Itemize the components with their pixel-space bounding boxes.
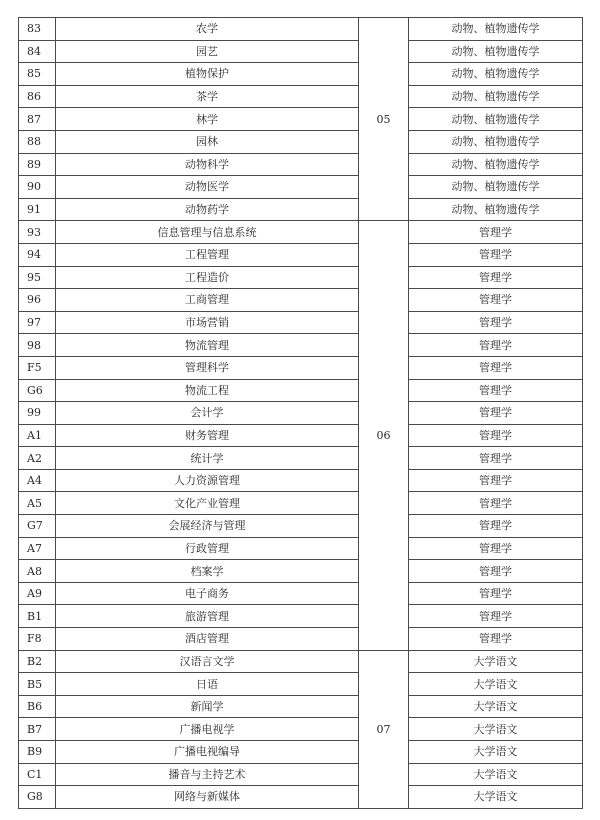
major-name-cell: 信息管理与信息系统 bbox=[56, 221, 359, 244]
table-row bbox=[19, 356, 583, 379]
exam-subject-cell: 动物、植物遗传学 bbox=[409, 63, 583, 86]
major-code-cell: 95 bbox=[19, 266, 56, 289]
table-row bbox=[19, 153, 583, 176]
major-code-cell: 98 bbox=[19, 334, 56, 357]
major-name-cell: 统计学 bbox=[56, 447, 359, 470]
major-name-cell: 物流工程 bbox=[56, 379, 359, 402]
table-row bbox=[19, 605, 583, 628]
major-code-cell: A8 bbox=[19, 560, 56, 583]
table-row bbox=[19, 763, 583, 786]
major-name-cell: 会展经济与管理 bbox=[56, 515, 359, 538]
exam-subject-cell: 大学语文 bbox=[409, 786, 583, 809]
major-name-cell: 工程管理 bbox=[56, 243, 359, 266]
major-code-cell: A2 bbox=[19, 447, 56, 470]
major-name-cell: 园林 bbox=[56, 130, 359, 153]
table-row bbox=[19, 334, 583, 357]
exam-subject-cell: 大学语文 bbox=[409, 718, 583, 741]
major-name-cell: 管理科学 bbox=[56, 356, 359, 379]
table-row bbox=[19, 85, 583, 108]
exam-subject-cell: 管理学 bbox=[409, 582, 583, 605]
major-code-cell: A9 bbox=[19, 582, 56, 605]
exam-subject-cell: 管理学 bbox=[409, 289, 583, 312]
major-code-cell: B1 bbox=[19, 605, 56, 628]
exam-subject-cell: 管理学 bbox=[409, 560, 583, 583]
table-row bbox=[19, 424, 583, 447]
major-name-cell: 物流管理 bbox=[56, 334, 359, 357]
major-code-cell: B2 bbox=[19, 650, 56, 673]
major-code-cell: 93 bbox=[19, 221, 56, 244]
major-code-cell: G7 bbox=[19, 515, 56, 538]
exam-subject-cell: 管理学 bbox=[409, 424, 583, 447]
table-row bbox=[19, 650, 583, 673]
major-name-cell: 播音与主持艺术 bbox=[56, 763, 359, 786]
major-code-cell: F8 bbox=[19, 628, 56, 651]
exam-subject-cell: 管理学 bbox=[409, 356, 583, 379]
table-row bbox=[19, 402, 583, 425]
table-row bbox=[19, 198, 583, 221]
major-code-cell: 90 bbox=[19, 176, 56, 199]
exam-subject-cell: 管理学 bbox=[409, 537, 583, 560]
exam-subject-cell: 动物、植物遗传学 bbox=[409, 198, 583, 221]
major-code-cell: 86 bbox=[19, 85, 56, 108]
major-name-cell: 网络与新媒体 bbox=[56, 786, 359, 809]
major-code-cell: B7 bbox=[19, 718, 56, 741]
major-name-cell: 文化产业管理 bbox=[56, 492, 359, 515]
major-code-cell: A7 bbox=[19, 537, 56, 560]
major-name-cell: 日语 bbox=[56, 673, 359, 696]
table-row bbox=[19, 176, 583, 199]
major-name-cell: 行政管理 bbox=[56, 537, 359, 560]
major-name-cell: 财务管理 bbox=[56, 424, 359, 447]
major-code-cell: B6 bbox=[19, 695, 56, 718]
table-row bbox=[19, 560, 583, 583]
exam-subject-cell: 动物、植物遗传学 bbox=[409, 108, 583, 131]
table-row bbox=[19, 221, 583, 244]
table-row bbox=[19, 18, 583, 41]
major-name-cell: 广播电视编导 bbox=[56, 741, 359, 764]
table-row bbox=[19, 695, 583, 718]
major-code-cell: 89 bbox=[19, 153, 56, 176]
major-code-cell: 94 bbox=[19, 243, 56, 266]
exam-subject-cell: 管理学 bbox=[409, 402, 583, 425]
major-name-cell: 会计学 bbox=[56, 402, 359, 425]
table-row bbox=[19, 673, 583, 696]
exam-subject-cell: 动物、植物遗传学 bbox=[409, 153, 583, 176]
major-code-cell: A5 bbox=[19, 492, 56, 515]
major-code-cell: 84 bbox=[19, 40, 56, 63]
major-name-cell: 动物药学 bbox=[56, 198, 359, 221]
exam-subject-cell: 管理学 bbox=[409, 469, 583, 492]
table-row bbox=[19, 718, 583, 741]
table-row bbox=[19, 537, 583, 560]
table-row bbox=[19, 130, 583, 153]
major-name-cell: 档案学 bbox=[56, 560, 359, 583]
major-code-cell: G6 bbox=[19, 379, 56, 402]
major-code-cell: G8 bbox=[19, 786, 56, 809]
major-name-cell: 酒店管理 bbox=[56, 628, 359, 651]
table-row bbox=[19, 63, 583, 86]
major-name-cell: 动物医学 bbox=[56, 176, 359, 199]
major-name-cell: 动物科学 bbox=[56, 153, 359, 176]
exam-subject-cell: 动物、植物遗传学 bbox=[409, 40, 583, 63]
table-row bbox=[19, 266, 583, 289]
exam-subject-cell: 动物、植物遗传学 bbox=[409, 85, 583, 108]
exam-subject-cell: 管理学 bbox=[409, 605, 583, 628]
table-row bbox=[19, 492, 583, 515]
exam-subject-cell: 动物、植物遗传学 bbox=[409, 18, 583, 41]
major-code-cell: 88 bbox=[19, 130, 56, 153]
major-name-cell: 人力资源管理 bbox=[56, 469, 359, 492]
major-code-cell: 99 bbox=[19, 402, 56, 425]
major-code-cell: 83 bbox=[19, 18, 56, 41]
major-name-cell: 旅游管理 bbox=[56, 605, 359, 628]
exam-subject-cell: 管理学 bbox=[409, 266, 583, 289]
exam-subject-cell: 大学语文 bbox=[409, 741, 583, 764]
exam-subject-cell: 管理学 bbox=[409, 492, 583, 515]
exam-subject-cell: 大学语文 bbox=[409, 763, 583, 786]
major-name-cell: 新闻学 bbox=[56, 695, 359, 718]
exam-subject-cell: 管理学 bbox=[409, 447, 583, 470]
majors-table bbox=[18, 17, 583, 809]
table-row bbox=[19, 289, 583, 312]
major-name-cell: 电子商务 bbox=[56, 582, 359, 605]
table-row bbox=[19, 628, 583, 651]
major-name-cell: 植物保护 bbox=[56, 63, 359, 86]
table-row bbox=[19, 243, 583, 266]
exam-subject-cell: 管理学 bbox=[409, 311, 583, 334]
exam-subject-cell: 管理学 bbox=[409, 334, 583, 357]
table-row bbox=[19, 786, 583, 809]
major-code-cell: A1 bbox=[19, 424, 56, 447]
major-name-cell: 林学 bbox=[56, 108, 359, 131]
exam-subject-cell: 动物、植物遗传学 bbox=[409, 130, 583, 153]
major-code-cell: F5 bbox=[19, 356, 56, 379]
major-code-cell: C1 bbox=[19, 763, 56, 786]
major-name-cell: 工程造价 bbox=[56, 266, 359, 289]
exam-subject-cell: 管理学 bbox=[409, 628, 583, 651]
major-code-cell: B5 bbox=[19, 673, 56, 696]
table-row bbox=[19, 108, 583, 131]
major-code-cell: 85 bbox=[19, 63, 56, 86]
major-name-cell: 工商管理 bbox=[56, 289, 359, 312]
table-row bbox=[19, 469, 583, 492]
majors-table-body bbox=[19, 18, 583, 809]
major-code-cell: 91 bbox=[19, 198, 56, 221]
major-name-cell: 茶学 bbox=[56, 85, 359, 108]
table-row bbox=[19, 741, 583, 764]
major-code-cell: 87 bbox=[19, 108, 56, 131]
table-row bbox=[19, 582, 583, 605]
exam-subject-cell: 管理学 bbox=[409, 379, 583, 402]
major-name-cell: 园艺 bbox=[56, 40, 359, 63]
exam-subject-cell: 管理学 bbox=[409, 221, 583, 244]
table-row bbox=[19, 379, 583, 402]
major-code-cell: 97 bbox=[19, 311, 56, 334]
exam-subject-cell: 大学语文 bbox=[409, 650, 583, 673]
exam-subject-cell: 大学语文 bbox=[409, 673, 583, 696]
major-code-cell: B9 bbox=[19, 741, 56, 764]
exam-subject-cell: 大学语文 bbox=[409, 695, 583, 718]
table-row bbox=[19, 40, 583, 63]
table-row bbox=[19, 515, 583, 538]
major-name-cell: 广播电视学 bbox=[56, 718, 359, 741]
table-row bbox=[19, 447, 583, 470]
exam-subject-cell: 管理学 bbox=[409, 515, 583, 538]
major-name-cell: 农学 bbox=[56, 18, 359, 41]
category-code-cell: 07 bbox=[359, 650, 409, 808]
major-name-cell: 汉语言文学 bbox=[56, 650, 359, 673]
major-name-cell: 市场营销 bbox=[56, 311, 359, 334]
major-code-cell: 96 bbox=[19, 289, 56, 312]
table-row bbox=[19, 311, 583, 334]
major-code-cell: A4 bbox=[19, 469, 56, 492]
category-code-cell: 06 bbox=[359, 221, 409, 650]
exam-subject-cell: 动物、植物遗传学 bbox=[409, 176, 583, 199]
category-code-cell: 05 bbox=[359, 18, 409, 221]
exam-subject-cell: 管理学 bbox=[409, 243, 583, 266]
